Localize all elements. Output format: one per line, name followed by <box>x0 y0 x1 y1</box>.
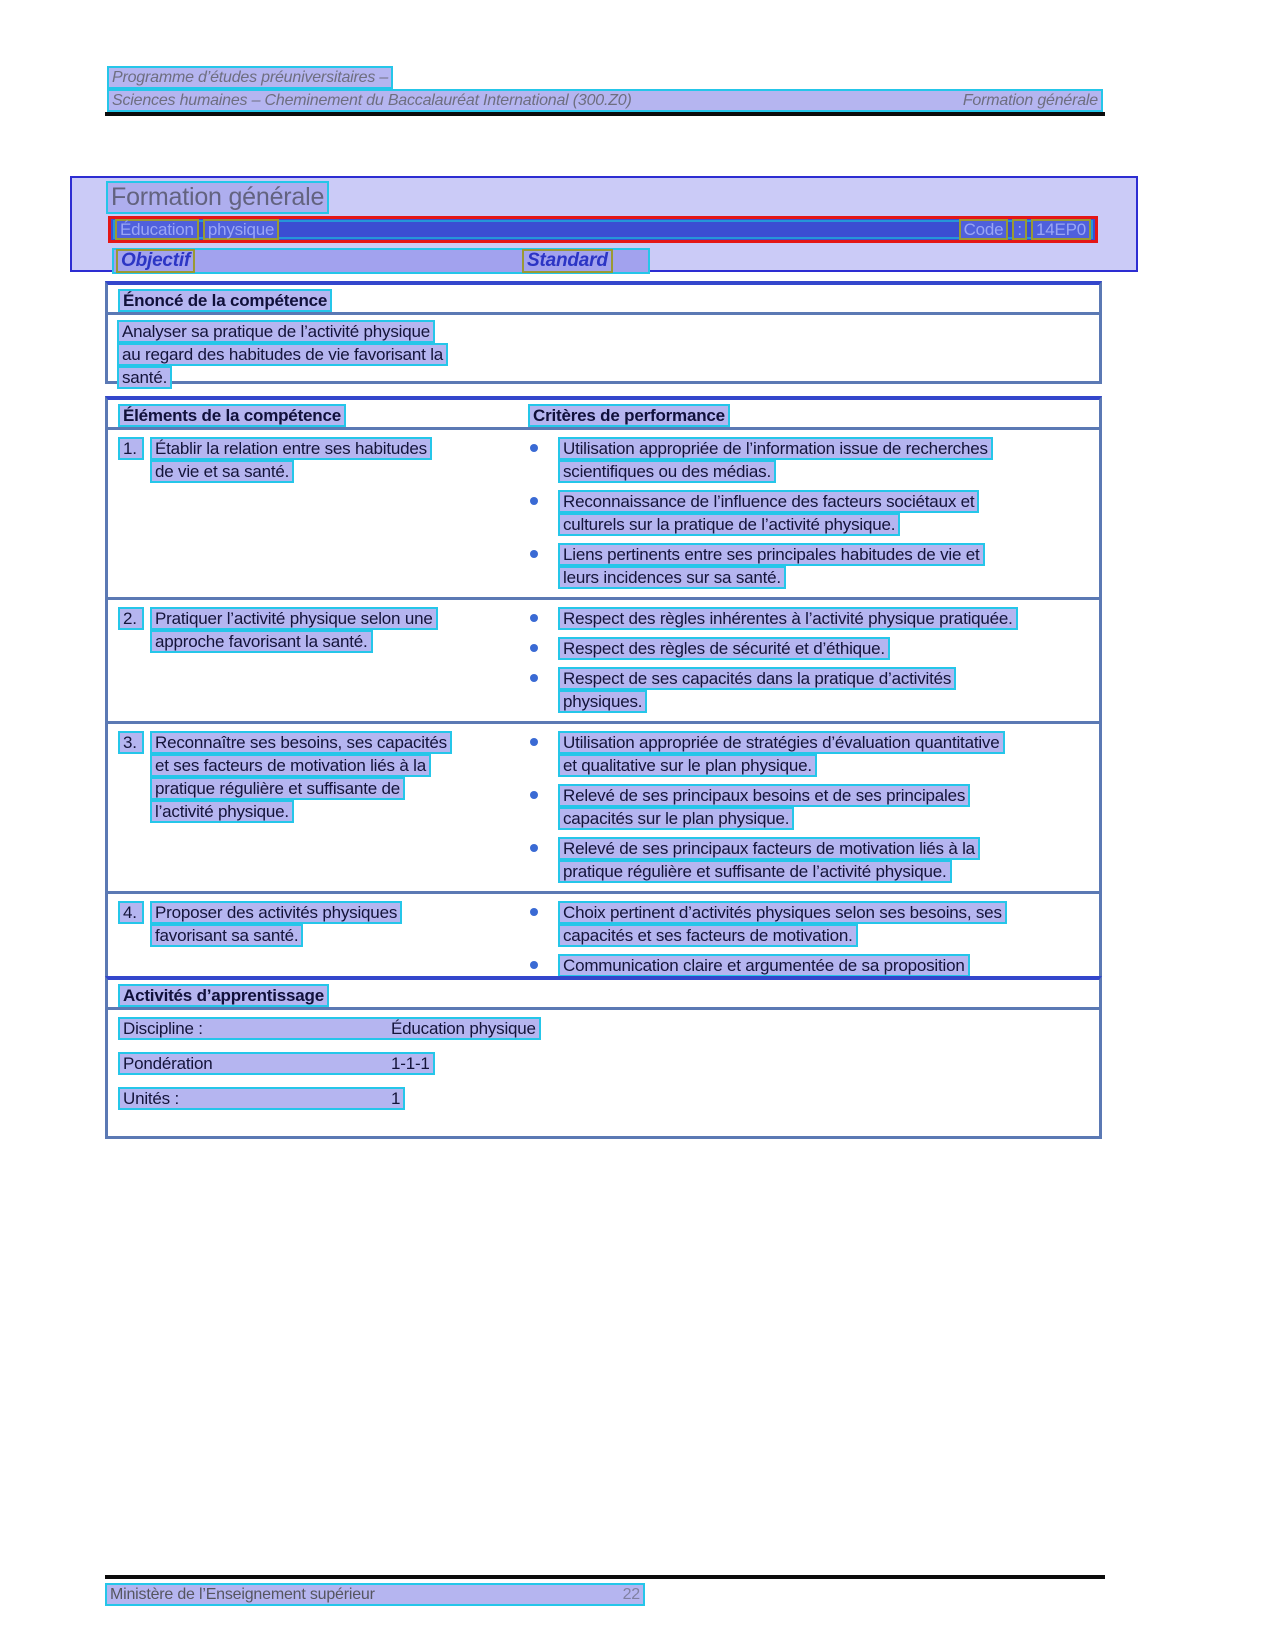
element-cell <box>108 600 525 721</box>
col2-header: Critères de performance <box>528 404 730 427</box>
criterion-line: Utilisation appropriée de l’information issue de recherches <box>558 437 993 460</box>
activites-header: Activités d’apprentissage <box>118 984 329 1007</box>
page-title-text: Formation générale <box>106 181 329 214</box>
objectif-label: Objectif <box>116 249 195 273</box>
course-word: Éducation <box>115 219 199 240</box>
element-number: 3. <box>118 731 144 754</box>
activites-header-row <box>108 980 1099 1010</box>
bullet-icon <box>530 644 538 652</box>
standard-label: Standard <box>522 249 613 273</box>
bullet-icon <box>530 444 538 452</box>
criterion <box>525 490 1099 536</box>
enonce-line: au regard des habitudes de vie favorisant la <box>117 343 448 366</box>
criterion-line: capacités et ses facteurs de motivation. <box>558 924 858 947</box>
discipline-value: Éducation physique <box>391 1019 536 1038</box>
criterion-line: Liens pertinents entre ses principales habitudes de vie et <box>558 543 985 566</box>
bullet-icon <box>530 961 538 969</box>
activites-row <box>118 1052 1099 1087</box>
bullet-icon <box>530 614 538 622</box>
page-number: 22 <box>622 1586 640 1603</box>
criterion <box>525 667 1099 713</box>
header-section: Formation générale <box>962 92 1098 109</box>
criterion-line: Communication claire et argumentée de sa proposition <box>558 954 970 977</box>
element-number: 4. <box>118 901 144 924</box>
ponderation-label: Pondération <box>123 1054 213 1073</box>
ponderation-value: 1-1-1 <box>391 1054 430 1073</box>
course-code <box>959 219 1091 240</box>
formation-generale-panel <box>70 176 1138 272</box>
col1-header: Éléments de la compétence <box>118 404 346 427</box>
element-line: favorisant sa santé. <box>150 924 303 947</box>
element-line: de vie et sa santé. <box>150 460 294 483</box>
criteria-cell <box>525 724 1099 891</box>
criterion <box>525 637 1099 660</box>
objectif-standard-band <box>112 248 650 274</box>
activites-body <box>108 1010 1099 1122</box>
code-separator: : <box>1012 219 1027 240</box>
criterion-line: Choix pertinent d’activités physiques selon ses besoins, ses <box>558 901 1007 924</box>
bullet-icon <box>530 844 538 852</box>
element-line: Reconnaître ses besoins, ses capacités <box>150 731 452 754</box>
discipline-label: Discipline : <box>123 1019 203 1038</box>
criterion-line: Relevé de ses principaux besoins et de ses principales <box>558 784 970 807</box>
criterion-line: Respect des règles de sécurité et d’éthique. <box>558 637 890 660</box>
header-rule <box>105 112 1105 116</box>
criteria-cell <box>525 430 1099 597</box>
enonce-table <box>105 281 1102 387</box>
element-line: Proposer des activités physiques <box>150 901 402 924</box>
bullet-icon <box>530 674 538 682</box>
criterion-line: Utilisation appropriée de stratégies d’évaluation quantitative <box>558 731 1005 754</box>
criterion-line: capacités sur le plan physique. <box>558 807 794 830</box>
criterion <box>525 607 1099 630</box>
criterion <box>525 437 1099 483</box>
table-row <box>108 600 1099 724</box>
criterion-line: Reconnaissance de l’influence des facteurs sociétaux et <box>558 490 979 513</box>
criterion-line: scientifiques ou des médias. <box>558 460 776 483</box>
criterion-line: Relevé de ses principaux facteurs de motivation liés à la <box>558 837 980 860</box>
criterion <box>525 901 1099 947</box>
element-number: 1. <box>118 437 144 460</box>
code-value: 14EP0 <box>1031 219 1091 240</box>
enonce-header: Énoncé de la compétence <box>118 289 332 312</box>
criterion <box>525 784 1099 830</box>
element-line: approche favorisant la santé. <box>150 630 373 653</box>
enonce-header-row <box>108 285 1099 315</box>
activites-row <box>118 1017 1099 1052</box>
bullet-icon <box>530 738 538 746</box>
activites-row <box>118 1087 1099 1122</box>
bullet-icon <box>530 550 538 558</box>
header-text: Programme d’études préuniversitaires – <box>107 66 393 89</box>
bullet-icon <box>530 908 538 916</box>
header-line-box <box>107 89 1103 112</box>
criterion-line: physiques. <box>558 690 647 713</box>
criterion <box>525 837 1099 883</box>
element-line: Établir la relation entre ses habitudes <box>150 437 432 460</box>
enonce-line: santé. <box>117 366 172 389</box>
bullet-icon <box>530 497 538 505</box>
element-line: Pratiquer l’activité physique selon une <box>150 607 438 630</box>
table-row <box>108 724 1099 894</box>
course-title-bar <box>108 216 1098 243</box>
criterion-line: leurs incidences sur sa santé. <box>558 566 786 589</box>
unites-label: Unités : <box>123 1089 180 1108</box>
table-row <box>108 430 1099 600</box>
element-cell <box>108 724 525 891</box>
footer <box>105 1583 645 1606</box>
page-title <box>106 181 329 214</box>
criterion-line: et qualitative sur le plan physique. <box>558 754 817 777</box>
course-name <box>115 219 279 240</box>
element-number: 2. <box>118 607 144 630</box>
competence-table-header <box>108 400 1099 430</box>
criterion-line: pratique régulière et suffisante de l’activité physique. <box>558 860 952 883</box>
criterion-line: Respect de ses capacités dans la pratique d’activités <box>558 667 956 690</box>
footer-ministry: Ministère de l’Enseignement supérieur <box>110 1586 375 1603</box>
enonce-line: Analyser sa pratique de l’activité physique <box>117 320 435 343</box>
element-line: et ses facteurs de motivation liés à la <box>150 754 431 777</box>
unites-value: 1 <box>391 1089 401 1108</box>
code-label: Code <box>959 219 1009 240</box>
running-header-line2 <box>107 89 1103 112</box>
criterion <box>525 543 1099 589</box>
header-program: Sciences humaines – Cheminement du Baccalauréat International (300.Z0) <box>112 92 632 109</box>
running-header-line1 <box>107 66 393 89</box>
criterion-line: culturels sur la pratique de l’activité physique. <box>558 513 900 536</box>
course-word: physique <box>203 219 279 240</box>
criterion-line: Respect des règles inhérentes à l’activité physique pratiquée. <box>558 607 1018 630</box>
competence-table <box>105 396 1102 1011</box>
enonce-body <box>108 315 1099 389</box>
bullet-icon <box>530 791 538 799</box>
activites-table <box>105 976 1102 1139</box>
footer-rule <box>105 1575 1105 1579</box>
criteria-cell <box>525 600 1099 721</box>
element-line: l’activité physique. <box>150 800 294 823</box>
element-cell <box>108 430 525 597</box>
element-line: pratique régulière et suffisante de <box>150 777 405 800</box>
criterion <box>525 731 1099 777</box>
